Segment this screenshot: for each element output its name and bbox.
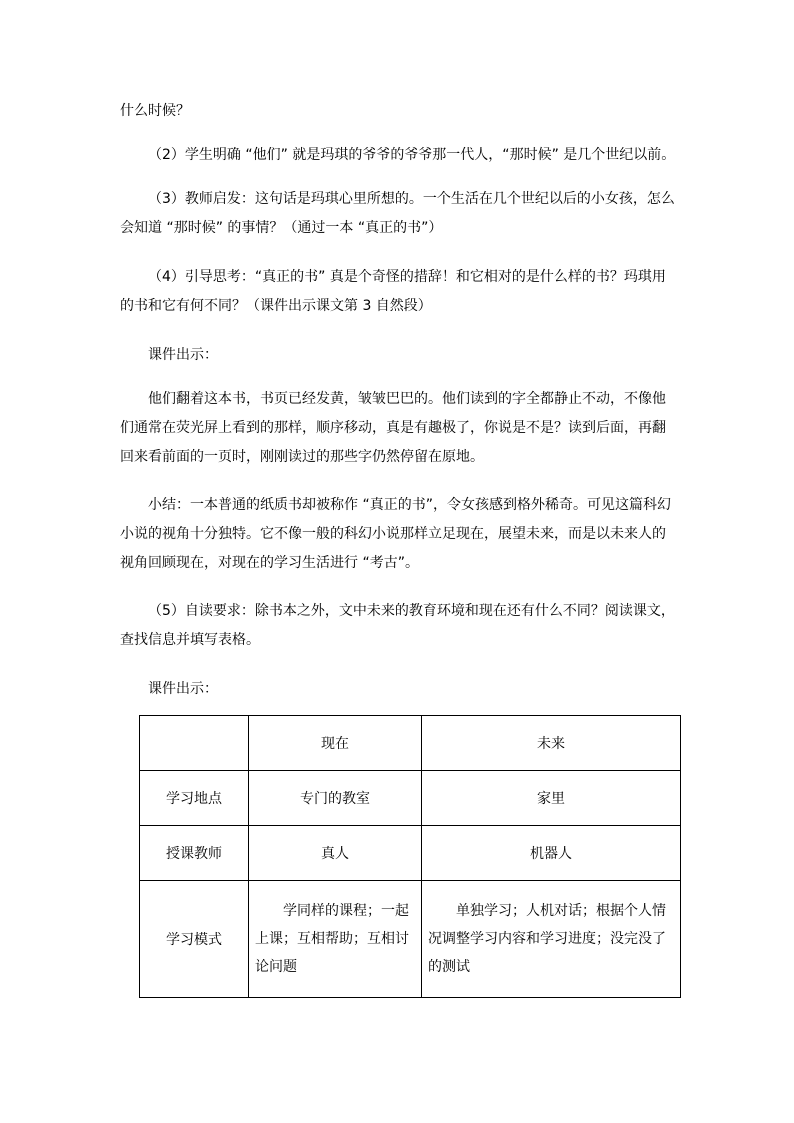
courseware-label-2: 课件出示： [148,681,218,697]
table-header-row [140,716,681,771]
table-cell: 单独学习；人机对话；根据个人情况调整学习内容和学习进度；没完没了的测试 [422,881,681,998]
table-header-cell [140,716,249,771]
table-row [140,826,681,881]
table-cell: 专门的教室 [249,771,422,826]
table-cell: 学习模式 [140,881,249,998]
paragraph-4: （4）引导思考：“真正的书” 真是个奇怪的措辞！和它相对的是什么样的书？玛琪用的书和它有何不同？（课件出示课文第 3 自然段） [120,269,666,314]
paragraph-2: （2）学生明确 “他们” 就是玛琪的爷爷的爷爷那一代人，“那时候” 是几个世纪以前。 [148,147,676,163]
table-cell: 机器人 [422,826,681,881]
courseware-label-1: 课件出示： [148,347,218,363]
table-cell: 学习地点 [140,771,249,826]
table-cell: 真人 [249,826,422,881]
comparison-table [139,715,681,998]
table-cell: 学同样的课程；一起上课；互相帮助；互相讨论问题 [249,881,422,998]
paragraph-3: （3）教师启发：这句话是玛琪心里所想的。一个生活在几个世纪以后的小女孩，怎么会知道 “那时候” 的事情？（通过一本 “真正的书”） [120,191,675,236]
table-row [140,771,681,826]
table-cell: 授课教师 [140,826,249,881]
table-cell: 家里 [422,771,681,826]
text-line-top: 什么时候？ [120,103,190,119]
table-row [140,881,681,998]
paragraph-5: （5）自读要求：除书本之外，文中未来的教育环境和现在还有什么不同？阅读课文，查找信息并填写表格。 [120,603,675,648]
summary-paragraph: 小结：一本普通的纸质书却被称作 “真正的书”，令女孩感到格外稀奇。可见这篇科幻小说的视角十分独特。它不像一般的科幻小说那样立足现在，展望未来，而是以未来人的视角回顾现在，对现在的学习生活进行 “考古”。 [120,497,671,571]
table-header-cell: 现在 [249,716,422,771]
quoted-passage: 他们翻着这本书，书页已经发黄，皱皱巴巴的。他们读到的字全都静止不动，不像他们通常在荧光屏上看到的那样，顺序移动，真是有趣极了，你说是不是？读到后面，再翻回来看前面的一页时，刚刚读过的那些字仍然停留在原地。 [120,391,666,465]
table-header-cell: 未来 [422,716,681,771]
